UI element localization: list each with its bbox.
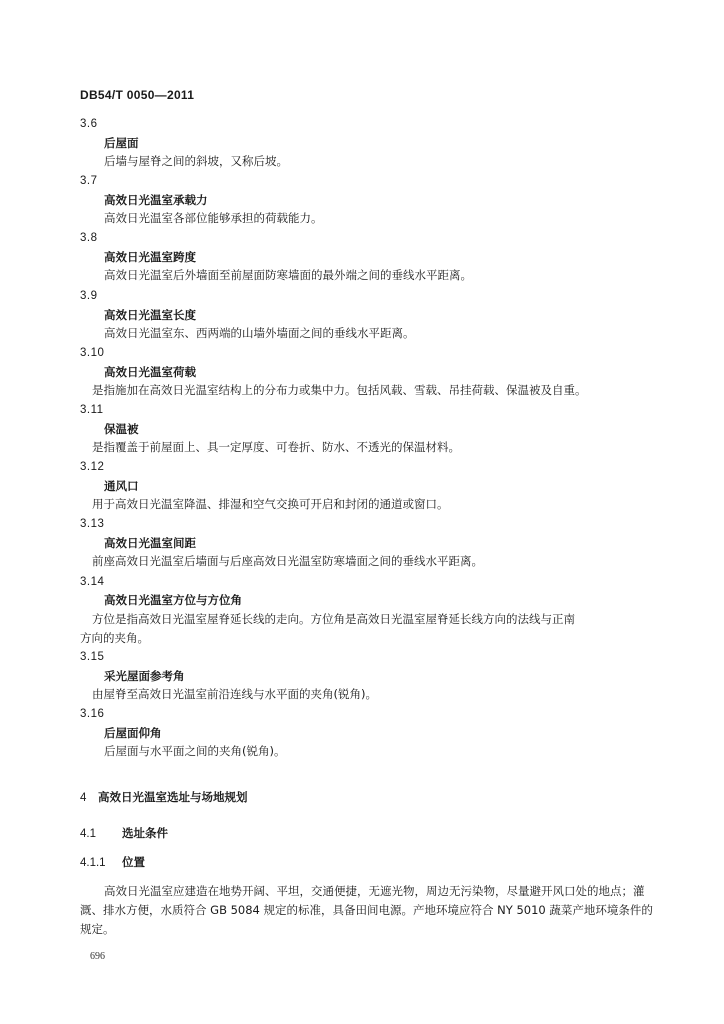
clause-number: 3.11	[80, 404, 104, 416]
term-title: 高效日光温室方位与方位角	[104, 593, 242, 607]
term-title: 保温被	[104, 422, 139, 436]
standard-header: DB54/T 0050—2011	[80, 88, 195, 102]
body-paragraph: 高效日光温室应建造在地势开阔、平坦，交通便捷，无遮光物，周边无污染物，尽量避开风口处的地点；灌溉、排水方便，水质符合 GB 5084 规定的标准，具备田间电源。产地环境应符合 NY 5010 蔬菜产地环境条件的规定。	[80, 884, 653, 936]
term-definition: 是指施加在高效日光温室结构上的分布力或集中力。包括风载、雪载、吊挂荷载、保温被及自重。	[92, 383, 587, 397]
term-definition: 后墙与屋脊之间的斜坡，又称后坡。	[104, 154, 288, 168]
term-definition: 方位是指高效日光温室屋脊延长线的走向。方位角是高效日光温室屋脊延长线方向的法线与正南	[92, 612, 575, 626]
term-definition: 是指覆盖于前屋面上、具一定厚度、可卷折、防水、不透光的保温材料。	[92, 440, 460, 454]
term-definition: 用于高效日光温室降温、排湿和空气交换可开启和封闭的通道或窗口。	[92, 497, 449, 511]
term-title: 高效日光温室长度	[104, 308, 196, 322]
clause-number: 3.9	[80, 290, 98, 302]
section-title: 高效日光温室选址与场地规划	[98, 790, 248, 804]
term-definition: 高效日光温室各部位能够承担的荷载能力。	[104, 211, 323, 225]
term-definition: 高效日光温室后外墙面至前屋面防寒墙面的最外端之间的垂线水平距离。	[104, 268, 472, 282]
subsubsection-title: 位置	[122, 855, 145, 869]
clause-number: 3.15	[80, 651, 105, 663]
term-title: 高效日光温室承载力	[104, 193, 208, 207]
term-definition: 前座高效日光温室后墙面与后座高效日光温室防寒墙面之间的垂线水平距离。	[92, 554, 483, 568]
clause-number: 3.7	[80, 175, 98, 187]
term-title: 后屋面仰角	[104, 726, 162, 740]
clause-number: 3.16	[80, 708, 105, 720]
clause-number: 3.8	[80, 232, 98, 244]
page-number: 696	[90, 951, 105, 962]
term-title: 高效日光温室荷载	[104, 365, 196, 379]
subsubsection-number: 4.1.1	[80, 857, 106, 869]
section-number: 4	[80, 792, 87, 804]
subsection-number: 4.1	[80, 828, 96, 840]
term-definition: 由屋脊至高效日光温室前沿连线与水平面的夹角(锐角)。	[92, 687, 377, 701]
subsection-heading	[80, 826, 168, 841]
subsection-title: 选址条件	[122, 826, 168, 840]
term-definition: 高效日光温室东、西两端的山墙外墙面之间的垂线水平距离。	[104, 326, 415, 340]
clause-number: 3.6	[80, 118, 98, 130]
term-title: 高效日光温室跨度	[104, 250, 196, 264]
subsubsection-heading	[80, 855, 145, 870]
term-title: 高效日光温室间距	[104, 536, 196, 550]
term-title: 后屋面	[104, 136, 139, 150]
term-definition: 后屋面与水平面之间的夹角(锐角)。	[104, 744, 286, 758]
clause-number: 3.14	[80, 576, 105, 588]
clause-number: 3.10	[80, 347, 105, 359]
term-title: 通风口	[104, 479, 139, 493]
clause-number: 3.12	[80, 461, 105, 473]
clause-number: 3.13	[80, 518, 105, 530]
term-title: 采光屋面参考角	[104, 669, 185, 683]
term-definition-continued: 方向的夹角。	[80, 631, 149, 645]
section-heading	[80, 790, 248, 805]
